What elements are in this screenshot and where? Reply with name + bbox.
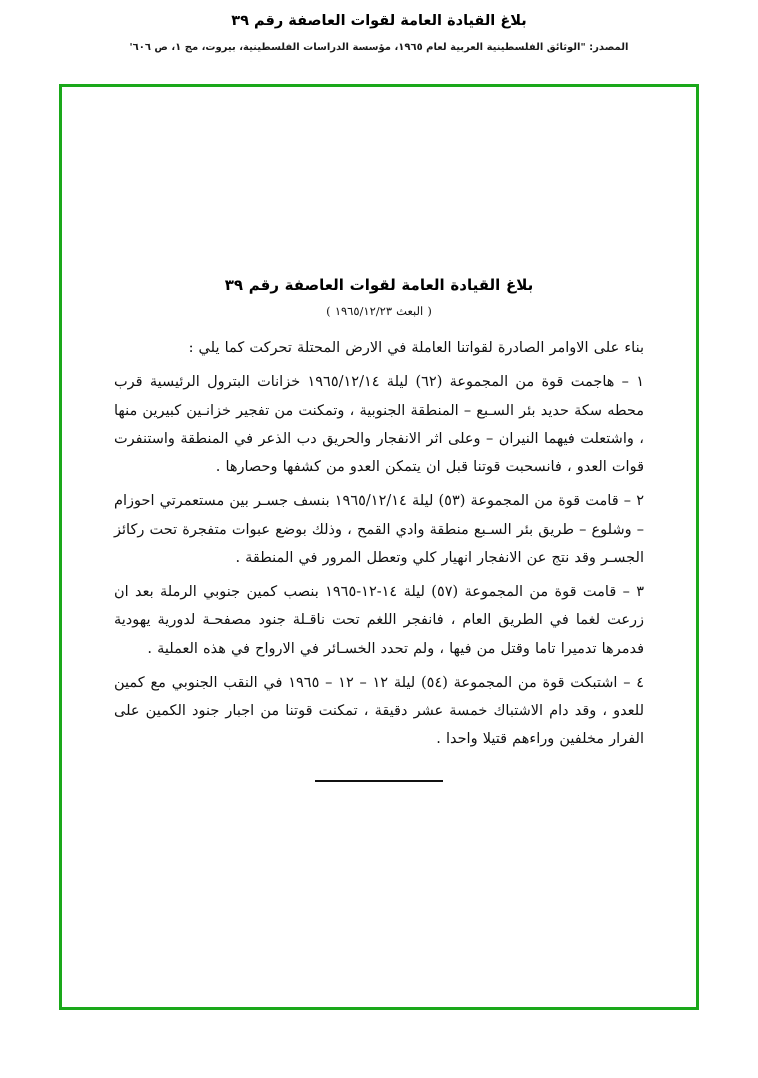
- communique-item-3: ٣ – قامت قوة من المجموعة (٥٧) ليلة ١٤-١٢-١٩٦٥ بنصب كمين جنوبي الرملة بعد ان زرعت لغما في الطريق العام ، فانفجر اللغم تحت ناقـلة جنود مصفحـة لدورية يهودية فدمرها تدميرا تاما وقتل من فيها ، ولم تحدد الخسـائر في الارواح في هذه العملية .: [114, 584, 645, 657]
- document-page-frame: [59, 84, 699, 1010]
- communique-body: [114, 275, 644, 782]
- end-rule-divider: [315, 780, 443, 782]
- communique-item-4: ٤ – اشتبكت قوة من المجموعة (٥٤) ليلة ١٢ – ١٢ – ١٩٦٥ في النقب الجنوبي مع كمين للعدو ، وقد دام الاشتباك خمسة عشر دقيقة ، تمكنت قوتنا من اجبار جنود الكمين على الفرار مخلفين وراءهم قتيلا واحدا .: [114, 674, 645, 748]
- communique-lead-paragraph: بناء على الاوامر الصادرة لقواتنا العاملة في الارض المحتلة تحركت كما يلي :: [188, 340, 644, 356]
- communique-item-2: ٢ – قامت قوة من المجموعة (٥٣) ليلة ١٩٦٥/١٢/١٤ بنسف جسـر بين مستعمرتي احوزام – وشلوع – طريق بئر السـبع منطقة وادي القمح ، وذلك بوضع عبوات متفجرة تحت ركائز الجسـر وقد نتج عن الانفجار انهيار كلي وتعطل المرور في المنطقة .: [114, 493, 644, 566]
- document-header: [0, 0, 758, 54]
- page-title: بلاغ القيادة العامة لقوات العاصفة رقم ٣٩: [231, 13, 527, 29]
- communique-item-1: ١ – هاجمت قوة من المجموعة (٦٢) ليلة ١٩٦٥/١٢/١٤ خزانات البترول الرئيسية قرب محطه سكة حديد بئر السـبع – المنطقة الجنوبية ، وتمكنت من تفجير خزانـين كبيرين منها ، واشتعلت فيهما النيران – وعلى اثر الانفجار والحريق دب الذعر في المنطقة واستنفرت قوات العدو ، فانسحبت قوتنا قبل ان يتمكن العدو من كشفها وحصارها .: [114, 374, 644, 476]
- document-page-inner: [62, 87, 696, 1007]
- source-citation: المصدر: "الوثائق الفلسطينية العربية لعام ١٩٦٥، مؤسسة الدراسات الفلسطينية، بيروت، مج ١، ص ٦٠٦': [129, 41, 629, 53]
- communique-title: بلاغ القيادة العامة لقوات العاصفة رقم ٣٩: [224, 276, 534, 294]
- communique-date: ( البعث ١٩٦٥/١٢/٢٣ ): [326, 304, 432, 318]
